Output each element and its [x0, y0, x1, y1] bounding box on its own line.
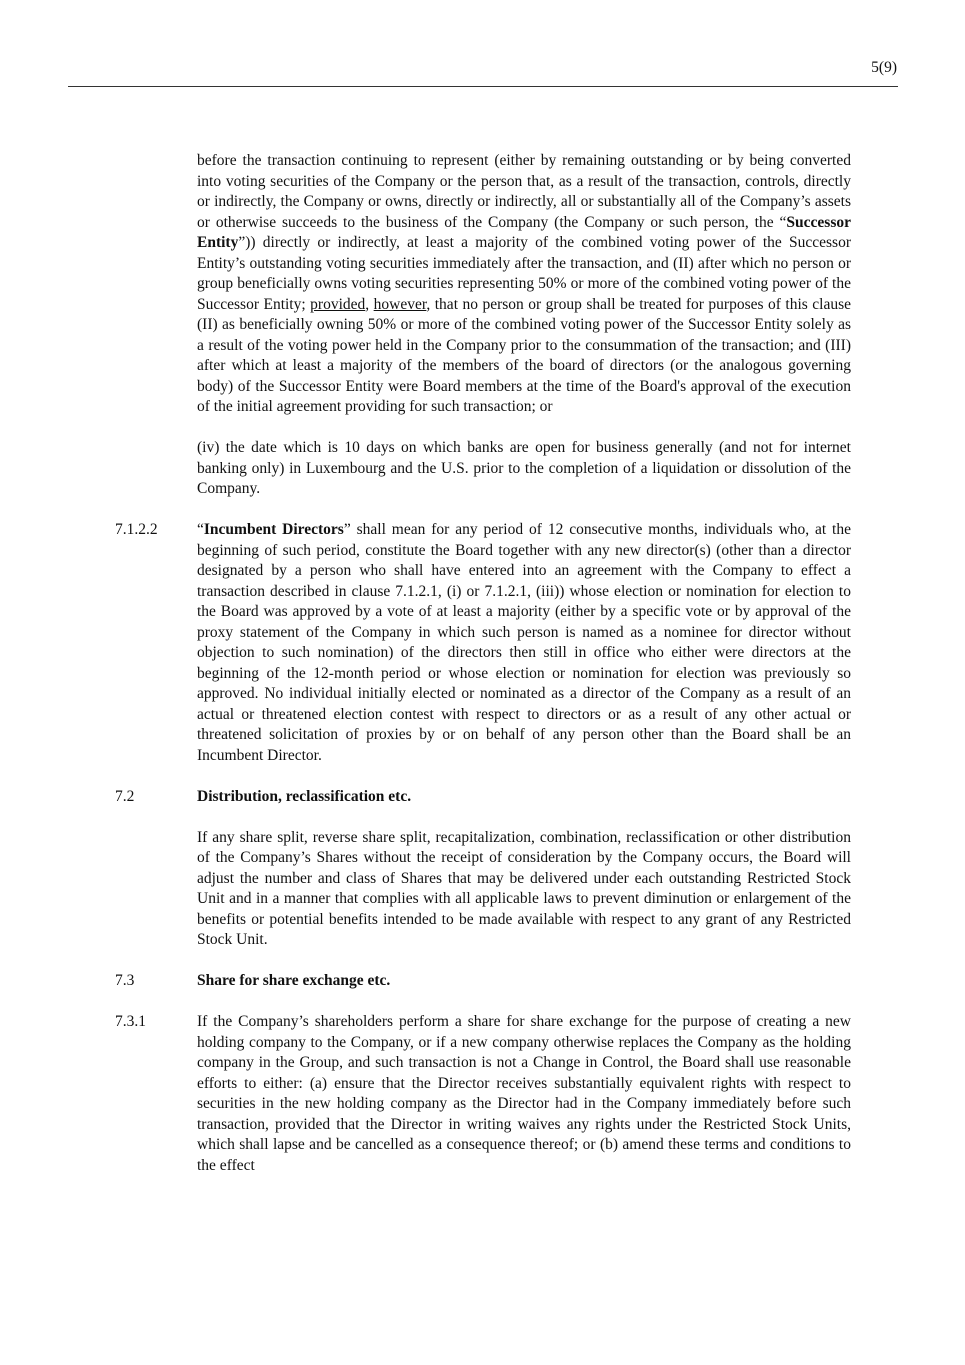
section-7-1-2-2	[115, 520, 851, 766]
section-number: 7.3.1	[115, 1013, 146, 1030]
provided-term: provided	[310, 295, 366, 313]
section-7-3-heading	[115, 971, 851, 992]
continuation-text-3: , that no person or group shall be treated for purposes of this clause (II) as beneficially owning 50% or more of the combined voting power of the Successor Entity solely as a result of the voting power held in the Company prior to the consummation of the transaction; and (III) after which at least a majority of the members of the board of directors (or the analogous governing body) of the Successor Entity were Board members at the time of the Board's approval of the execution of the initial agreement providing for such transaction; or	[197, 295, 852, 415]
section-7-2-heading	[115, 787, 851, 808]
continuation-paragraph	[197, 151, 851, 418]
continuation-comma: ,	[365, 295, 374, 313]
successor-entity-term: Successor Entity	[197, 213, 851, 251]
item-iv-paragraph: (iv) the date which is 10 days on which banks are open for business generally (and not for internet banking only) in Luxembourg and the U.S. prior to the completion of a liquidation or dissolution of the Company.	[197, 439, 851, 497]
section-number: 7.1.2.2	[115, 521, 158, 538]
section-heading: Distribution, reclassification etc.	[197, 787, 412, 805]
section-7-2-paragraph: If any share split, reverse share split, recapitalization, combination, reclassification or other distribution of the Company’s Shares without the receipt of consideration by the Company occurs, the Board will adjust the number and class of Shares that may be delivered under each outstanding Restricted Stock Unit and in a manner that complies with all applicable laws to prevent diminution or enlargement of the benefits or potential benefits intended to be made available with respect to any grant of any Restricted Stock Unit.	[197, 828, 851, 948]
section-text: If the Company’s shareholders perform a share for share exchange for the purpose of creating a new holding company to the Company, or if a new company otherwise replaces the Company as the holding company in the Group, and such transaction is not a Change in Control, the Board shall use reasonable efforts to either: (a) ensure that the Director receives substantially equivalent rights with respect to securities in the new holding company as the Director had in the Company immediately before such transaction, provided that the Director in writing waives any rights under the Restricted Stock Units, which shall lapse and be cancelled as a consequence thereof; or (b) amend these terms and conditions to the effect	[197, 1013, 851, 1174]
section-heading: Share for share exchange etc.	[197, 972, 391, 989]
section-7-3-1	[115, 1012, 851, 1176]
incumbent-directors-term: Incumbent Directors	[203, 521, 344, 538]
continuation-text-2: ”)) directly or indirectly, at least a majority of the combined voting power of the Successor Entity’s outstanding voting securities immediately after the transaction, and (II) after which no person or group beneficially owns voting securities representing 50% or more of the combined voting power of the Successor Entity;	[197, 234, 851, 313]
section-number: 7.3	[115, 972, 135, 989]
section-text: ” shall mean for any period of 12 consecutive months, individuals who, at the beginning of such period, constitute the Board together with any new director(s) (other than a director designated by a person who shall have entered into an agreement with the Company to effect a transaction described in clause 7.1.2.1, (i) or 7.1.2.1, (iii)) whose election or nomination for election to the Board was approved by a vote of at least a majority (either by a specific vote or by approval of the proxy statement of the Company in which such person is named as a nominee for director without objection to such nomination) of the directors then still in office who either were directors at the beginning of the 12-month period or whose election or nomination for election was previously so approved. No individual initially elected or nominated as a director of the Company as a result of an actual or threatened election contest with respect to directors or as a result of any other actual or threatened solicitation of proxies by or on behalf of any person other than the Board shall be an Incumbent Director.	[197, 521, 851, 764]
however-term: however	[373, 295, 427, 313]
section-number: 7.2	[115, 787, 135, 805]
continuation-text-1: before the transaction continuing to represent (either by remaining outstanding or by being converted into voting securities of the Company or the person that, as a result of the transaction, controls, directly or indirectly, the Company or owns, directly or indirectly, all or substantially all of the Company’s assets or otherwise succeeds to the business of the Company (the Company or such person, the “	[197, 152, 851, 231]
header-rule	[68, 86, 898, 87]
open-quote: “	[197, 521, 204, 538]
document-body	[115, 151, 851, 1176]
page-number: 5(9)	[871, 59, 897, 76]
